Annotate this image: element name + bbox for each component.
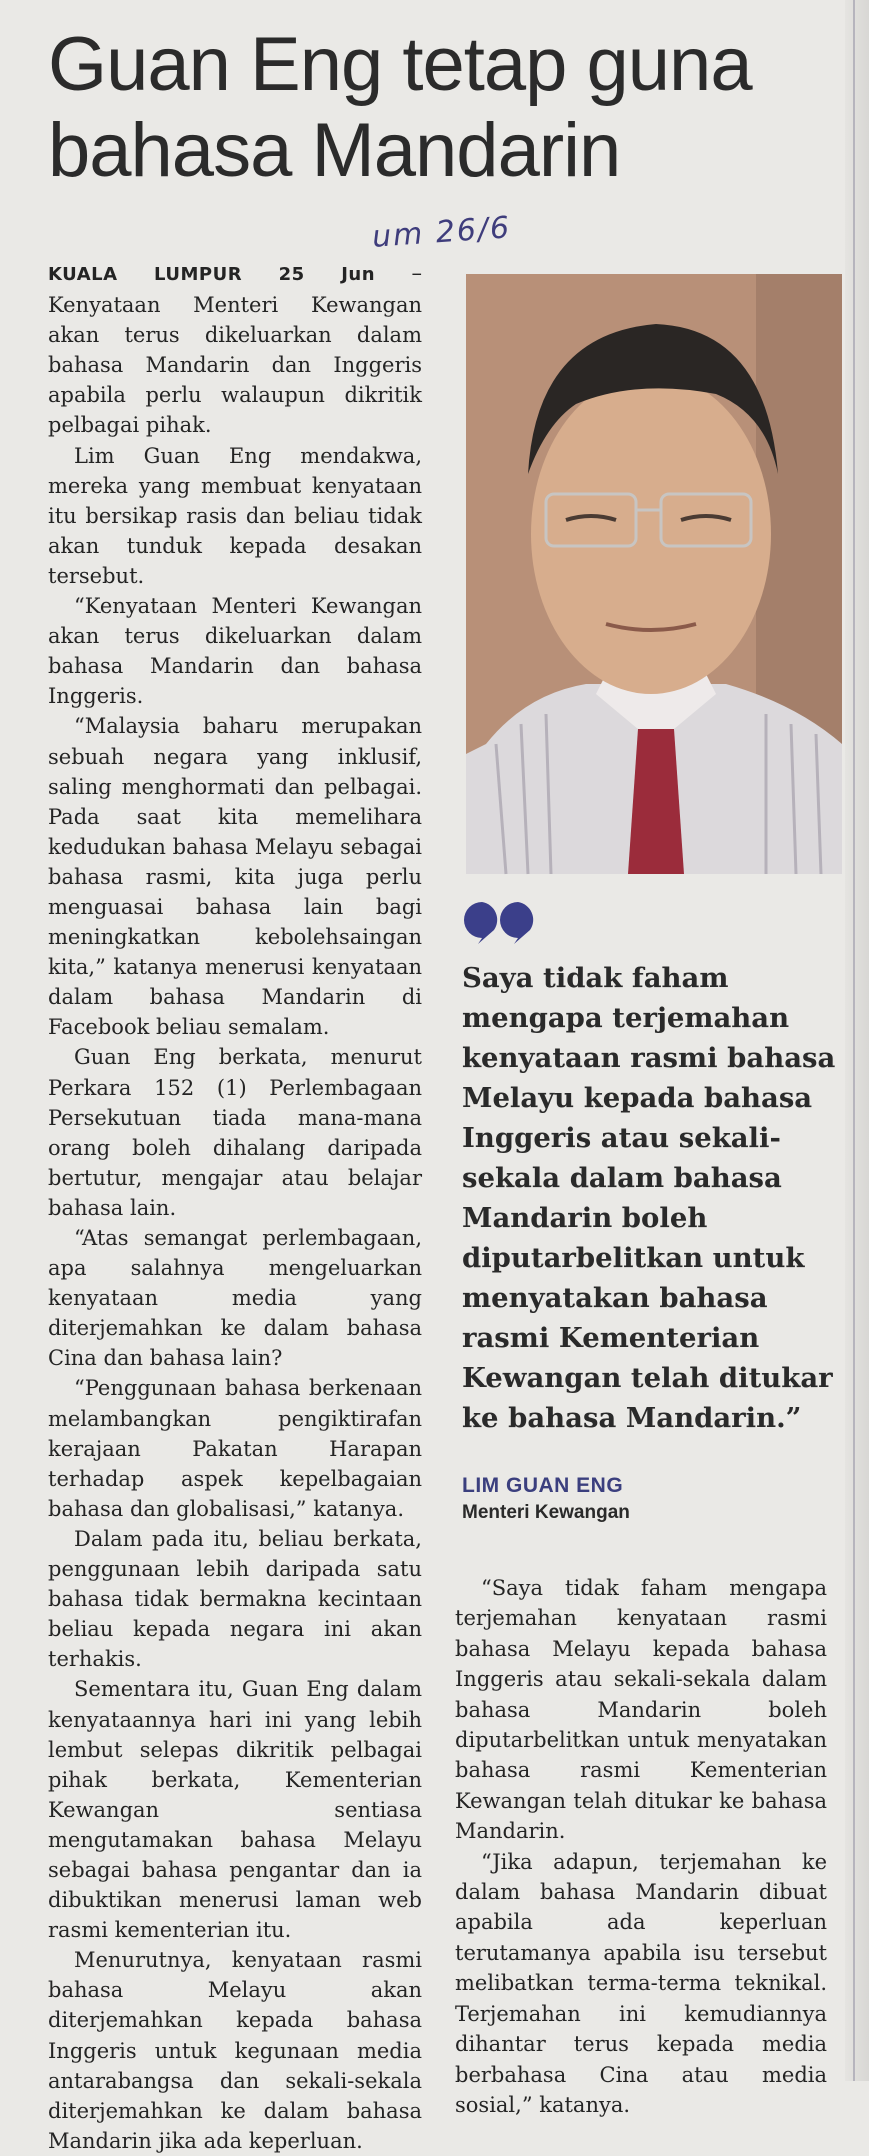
- article-paragraph: Menurutnya, kenyataan rasmi bahasa Melayu akan diterjemahkan kepada bahasa Inggeris untuk kegunaan media antarabangsa dan sekali-sekala diterjemahkan ke dalam bahasa Mandarin jika ada keperluan.: [48, 1948, 422, 2153]
- page-edge: [845, 0, 869, 2081]
- lead-text: – Kenyataan Menteri Kewangan akan terus dikeluarkan dalam bahasa Mandarin dan Inggeris apabila perlu walaupun dikritik pelbagai pihak.: [48, 261, 422, 438]
- headline-line-1: Guan Eng tetap guna: [48, 22, 752, 107]
- article-paragraph: “Saya tidak faham mengapa terjemahan kenyataan rasmi bahasa Melayu kepada bahasa Inggeris atau sekali-sekala dalam bahasa Mandarin boleh diputarbelitkan untuk menyatakan bahasa rasmi Kementerian Kewangan telah ditukar ke bahasa Mandarin.: [455, 1576, 827, 1844]
- article-paragraph: Sementara itu, Guan Eng dalam kenyataannya hari ini yang lebih lembut selepas dikritik pelbagai pihak berkata, Kementerian Kewangan sentiasa mengutamakan bahasa Melayu sebagai bahasa pengantar dan ia dibuktikan menerusi laman web rasmi kementerian itu.: [48, 1677, 422, 1943]
- lead-paragraph: [48, 258, 422, 441]
- article-paragraph: Dalam pada itu, beliau berkata, penggunaan lebih daripada satu bahasa tidak bermakna kecintaan beliau kepada negara ini akan terhakis.: [48, 1526, 422, 1672]
- article-paragraph: Lim Guan Eng mendakwa, mereka yang membuat kenyataan itu bersikap rasis dan beliau tidak akan tunduk kepada desakan tersebut.: [48, 443, 422, 588]
- handwritten-date-note: um 26/6: [370, 210, 513, 255]
- headline-line-2: bahasa Mandarin: [48, 108, 621, 193]
- portrait-photo: [466, 274, 842, 874]
- article-paragraph: “Penggunaan bahasa berkenaan melambangkan pengiktirafan kerajaan Pakatan Harapan terhadap aspek kepelbagaian bahasa dan globalisasi,” katanya.: [48, 1376, 422, 1521]
- pull-quote-speaker: LIM GUAN ENG: [462, 1474, 624, 1497]
- article-paragraph: Guan Eng berkata, menurut Perkara 152 (1) Perlembagaan Persekutuan tiada mana-mana orang boleh dihalang daripada bertutur, mengajar atau belajar bahasa lain.: [48, 1045, 422, 1220]
- article-paragraph: “Jika adapun, terjemahan ke dalam bahasa Mandarin dibuat apabila ada keperluan terutamanya apabila isu tersebut melibatkan terma-terma teknikal. Terjemahan ini kemudiannya dihantar terus kepada media berbahasa Cina atau media sosial,” katanya.: [455, 1849, 827, 2117]
- pull-quote-speaker-title: Menteri Kewangan: [462, 1502, 630, 1523]
- dateline: KUALA LUMPUR 25 Jun: [48, 264, 376, 285]
- quote-mark-icon: [464, 900, 536, 948]
- article-paragraph: “Malaysia baharu merupakan sebuah negara yang inklusif, saling menghormati dan pelbagai. Pada saat kita memelihara kedudukan bahasa Melayu sebagai bahasa rasmi, kita juga perlu menguasai bahasa lain bagi meningkatkan kebolehsaingan kita,” katanya menerusi kenyataan dalam bahasa Mandarin di Facebook beliau semalam.: [48, 714, 422, 1040]
- article-left-column: [48, 258, 422, 2156]
- pull-quote: Saya tidak faham mengapa terjemahan kenyataan rasmi bahasa Melayu kepada bahasa Inggeris atau sekali-sekala dalam bahasa Mandarin boleh diputarbelitkan untuk menyatakan bahasa rasmi Kementerian Kewangan telah ditukar ke bahasa Mandarin.”: [462, 962, 836, 1434]
- portrait-illustration: [466, 274, 842, 874]
- article-paragraph: “Kenyataan Menteri Kewangan akan terus dikeluarkan dalam bahasa Mandarin dan bahasa Inggeris.: [48, 594, 422, 709]
- article-right-column: [455, 1573, 827, 2120]
- article-paragraph: “Atas semangat perlembagaan, apa salahnya mengeluarkan kenyataan media yang diterjemahkan ke dalam bahasa Cina dan bahasa lain?: [48, 1226, 422, 1371]
- headline: [48, 22, 848, 194]
